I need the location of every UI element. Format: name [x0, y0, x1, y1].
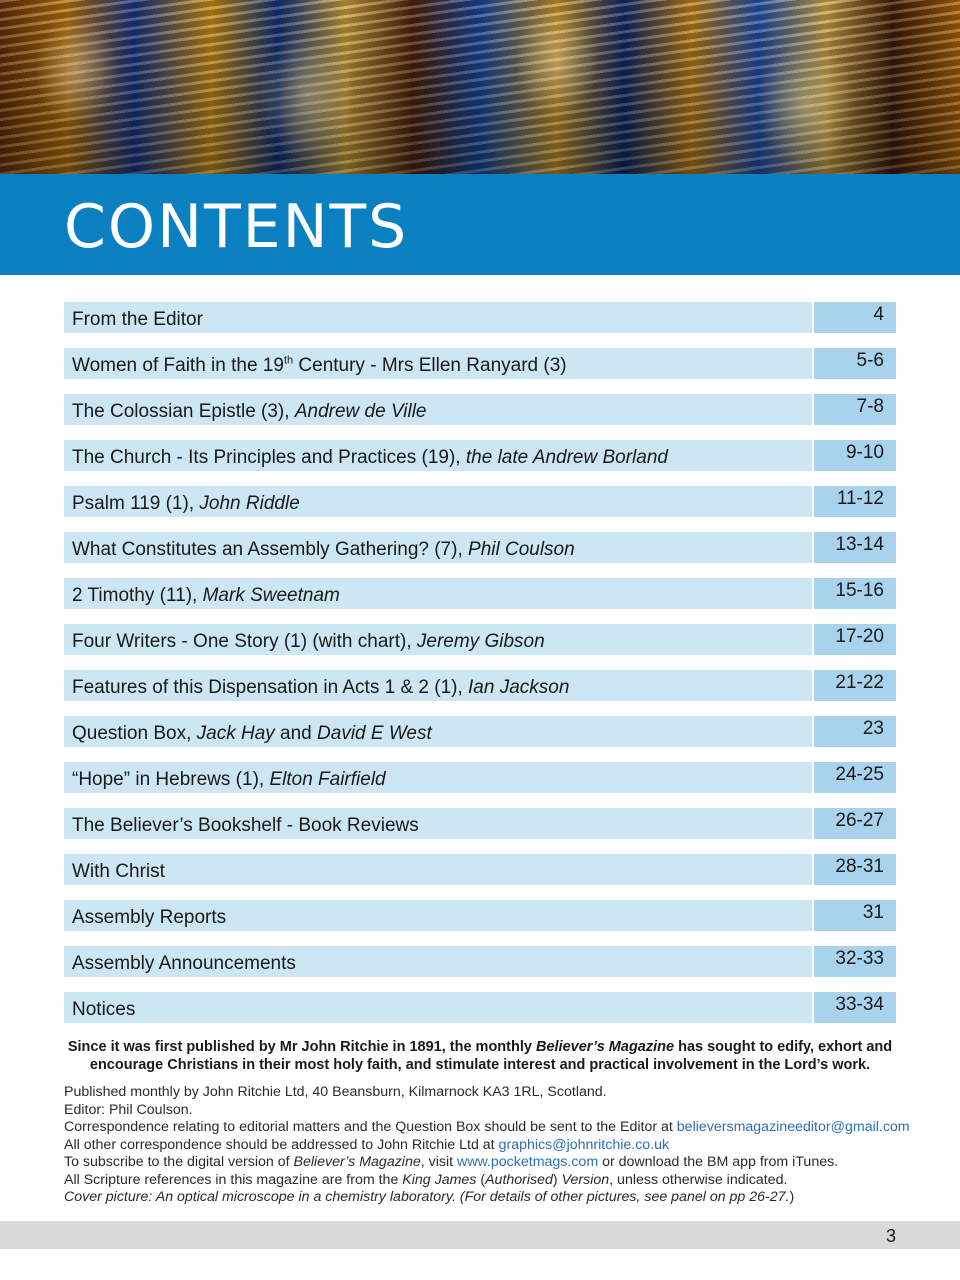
toc-row[interactable] [64, 486, 896, 517]
subscribe-line [64, 1154, 924, 1172]
toc-pages: 11-12 [814, 486, 896, 517]
scripture-line [64, 1172, 924, 1190]
cover-caption-details: For details of other pictures, see panel on pp 26-27. [464, 1189, 790, 1205]
subscribe-text: To subscribe to the digital version of [64, 1154, 294, 1170]
scripture-paren-close: ) [552, 1171, 562, 1188]
toc-row[interactable] [64, 440, 896, 471]
toc-title: 2 Timothy (11), [72, 585, 203, 606]
correspondence-text: Correspondence relating to editorial matters and the Question Box should be sent to the Editor at [64, 1119, 677, 1135]
scripture-paren-open: ( [476, 1171, 486, 1188]
scripture-text-end: , unless otherwise indicated. [609, 1171, 788, 1188]
toc-title: From the Editor [72, 309, 203, 330]
toc-author: Elton Fairfield [269, 769, 386, 790]
toc-row[interactable] [64, 808, 896, 839]
toc-pages: 9-10 [814, 440, 896, 471]
toc-author: Jack Hay [196, 723, 275, 744]
toc-pages: 7-8 [814, 394, 896, 425]
toc-pages: 31 [814, 900, 896, 931]
toc-pages: 13-14 [814, 532, 896, 563]
toc-pages: 4 [814, 302, 896, 333]
footer-bar [0, 1221, 960, 1249]
toc-title-superscript: th [283, 354, 294, 367]
toc-title: Psalm 119 (1), [72, 493, 200, 514]
toc-row[interactable] [64, 762, 896, 793]
scripture-version-name: King James [402, 1171, 477, 1188]
toc-author-second: David E West [317, 723, 432, 744]
toc-pages: 15-16 [814, 578, 896, 609]
toc-row[interactable] [64, 578, 896, 609]
graphics-email-link[interactable]: graphics@johnritchie.co.uk [498, 1136, 670, 1153]
toc-row[interactable] [64, 854, 896, 885]
toc-pages: 24-25 [814, 762, 896, 793]
toc-row[interactable] [64, 394, 896, 425]
toc-author: the late Andrew Borland [465, 447, 668, 468]
subscribe-text-end: or download the BM app from iTunes. [598, 1154, 839, 1170]
toc-row[interactable] [64, 624, 896, 655]
publication-info [64, 1084, 924, 1207]
toc-title: With Christ [72, 861, 165, 882]
scripture-text: All Scripture references in this magazine are from the [64, 1171, 403, 1188]
toc-row[interactable] [64, 670, 896, 701]
toc-pages: 5-6 [814, 348, 896, 379]
toc-row[interactable] [64, 716, 896, 747]
toc-author: Ian Jackson [468, 677, 570, 698]
toc-row[interactable] [64, 992, 896, 1023]
toc-title: The Church - Its Principles and Practices (19), [72, 447, 466, 468]
toc-title: Features of this Dispensation in Acts 1 & 2 (1), [72, 677, 469, 698]
subscribe-text-mid: , visit [420, 1154, 457, 1170]
toc-title: Notices [72, 999, 136, 1020]
published-line: Published monthly by John Ritchie Ltd, 40 Beansburn, Kilmarnock KA3 1RL, Scotland. [64, 1084, 607, 1100]
scripture-version-word: Version [561, 1171, 610, 1188]
subscribe-magazine-name: Believer’s Magazine [293, 1154, 421, 1170]
toc-row[interactable] [64, 946, 896, 977]
toc-title: Assembly Announcements [72, 953, 296, 974]
toc-title: The Colossian Epistle (3), [72, 401, 295, 422]
other-correspondence-line [64, 1137, 924, 1155]
toc-title: Women of Faith in the 19 [72, 355, 284, 376]
table-of-contents [64, 302, 896, 1038]
toc-title: The Believer’s Bookshelf - Book Reviews [72, 815, 419, 836]
toc-pages: 32-33 [814, 946, 896, 977]
toc-title-joiner: and [274, 723, 318, 744]
toc-pages: 33-34 [814, 992, 896, 1023]
toc-title: Assembly Reports [72, 907, 227, 928]
summary-magazine-name: Believer’s Magazine [535, 1039, 675, 1055]
other-correspondence-text: All other correspondence should be addressed to John Ritchie Ltd at [64, 1136, 499, 1153]
cover-caption [64, 1189, 924, 1207]
editor-email-link[interactable]: believersmagazineeditor@gmail.com [676, 1119, 910, 1135]
toc-title: Question Box, [72, 723, 197, 744]
cover-caption-text: Cover picture: An optical microscope in a chemistry laboratory. ( [64, 1189, 465, 1205]
toc-author: Phil Coulson [468, 539, 575, 560]
toc-author: Andrew de Ville [294, 401, 427, 422]
toc-author: Mark Sweetnam [202, 585, 340, 606]
toc-row[interactable] [64, 348, 896, 379]
toc-row[interactable] [64, 900, 896, 931]
scripture-authorised: Authorised [485, 1171, 553, 1188]
magazine-summary [64, 1038, 896, 1074]
summary-text: Since it was first published by Mr John Ritchie in 1891, the monthly [67, 1039, 536, 1055]
summary-text-rest: has sought to edify, exhort and encourage Christians in their most holy faith, and stimulate interest and practical involvement in the Lord’s work. [89, 1039, 893, 1073]
toc-pages: 17-20 [814, 624, 896, 655]
toc-pages: 21-22 [814, 670, 896, 701]
page-title: CONTENTS [64, 192, 409, 262]
toc-pages: 26-27 [814, 808, 896, 839]
toc-title-rest: Century - Mrs Ellen Ranyard (3) [293, 355, 567, 376]
toc-pages: 23 [814, 716, 896, 747]
cover-caption-close: ) [789, 1189, 795, 1205]
toc-title: What Constitutes an Assembly Gathering? (7), [72, 539, 469, 560]
toc-author: Jeremy Gibson [416, 631, 545, 652]
toc-title: Four Writers - One Story (1) (with chart), [72, 631, 417, 652]
cover-banner-image [0, 0, 960, 174]
contents-header [0, 174, 960, 275]
toc-pages: 28-31 [814, 854, 896, 885]
correspondence-line [64, 1119, 924, 1137]
pocketmags-link[interactable]: www.pocketmags.com [457, 1154, 599, 1170]
toc-author: John Riddle [199, 493, 300, 514]
toc-title: “Hope” in Hebrews (1), [72, 769, 270, 790]
toc-row[interactable] [64, 302, 896, 333]
page-number: 3 [885, 1226, 896, 1246]
editor-line: Editor: Phil Coulson. [64, 1101, 193, 1118]
toc-row[interactable] [64, 532, 896, 563]
